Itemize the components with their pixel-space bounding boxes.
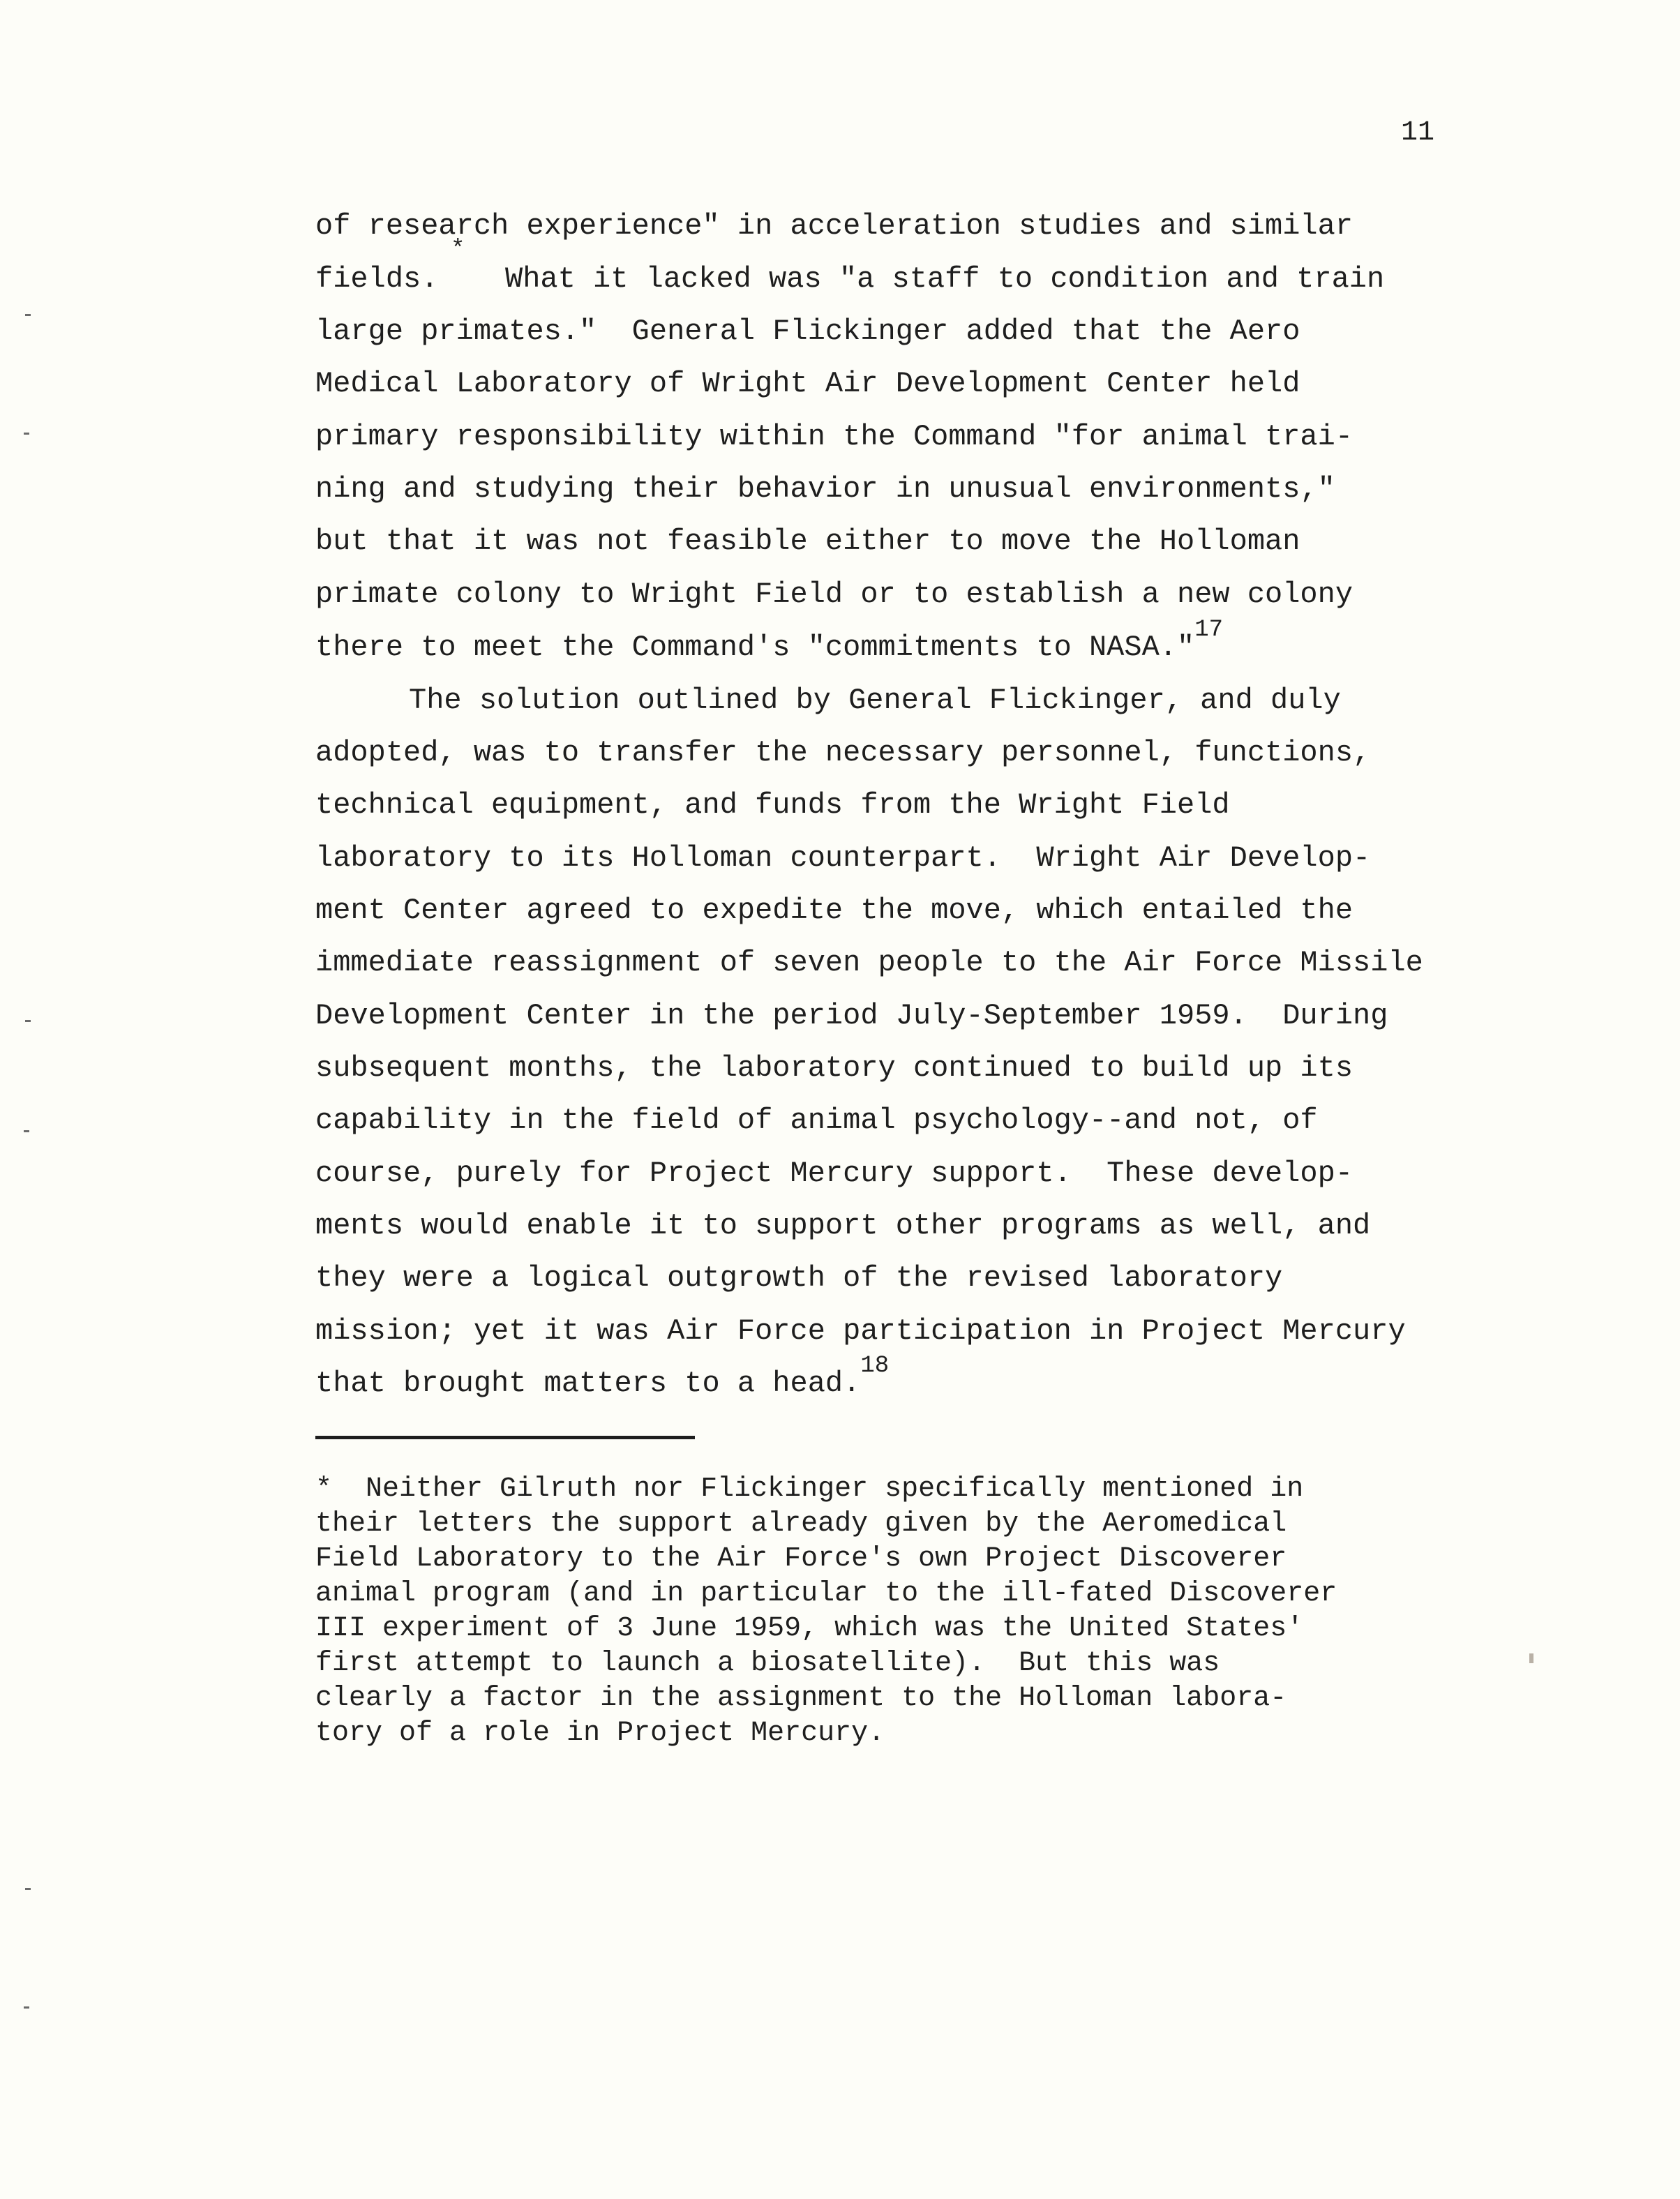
margin-mark [24,1130,29,1132]
paragraph-2-line-7: Development Center in the period July-September 1959. During [315,999,1388,1033]
margin-mark [24,433,29,435]
paragraph-1-line-3: large primates." General Flickinger added that the Aero [315,315,1300,348]
paragraph-2-line-4: laboratory to its Holloman counterpart. Wright Air Develop- [315,841,1371,875]
margin-mark [25,314,31,316]
footnote-line-4: animal program (and in particular to the ill-fated Discoverer [315,1578,1337,1609]
paragraph-2-line-1: The solution outlined by General Flickinger, and duly [409,684,1341,717]
paragraph-2-line-14-text: that brought matters to a head. [315,1367,861,1400]
paragraph-1-line-4: Medical Laboratory of Wright Air Development Center held [315,367,1300,400]
margin-mark [24,2006,29,2009]
paragraph-2-line-6: immediate reassignment of seven people to the Air Force Missile [315,946,1423,980]
paragraph-2-line-12: they were a logical outgrowth of the revised laboratory [315,1261,1283,1295]
footnote-line-3: Field Laboratory to the Air Force's own Project Discoverer [315,1543,1287,1575]
paragraph-2-line-9: capability in the field of animal psychology--and not, of [315,1104,1318,1137]
paragraph-1-line-2a: fields. [315,262,439,296]
footnote-reference-marker: * [451,237,465,263]
footnote-line-6: first attempt to launch a biosatellite). But this was [315,1648,1220,1679]
paragraph-1-line-5: primary responsibility within the Command "for animal trai- [315,420,1353,453]
paragraph-1-line-9-text: there to meet the Command's "commitments to NASA." [315,631,1195,664]
paragraph-2-line-2: adopted, was to transfer the necessary personnel, functions, [315,736,1371,770]
paragraph-1-line-1: of research experience" in acceleration studies and similar [315,209,1353,243]
footnote-line-7: clearly a factor in the assignment to the Holloman labora- [315,1683,1287,1714]
paragraph-1-line-2b: What it lacked was "a staff to condition and train [505,262,1385,296]
footnote-line-5: III experiment of 3 June 1959, which was the United States' [315,1613,1304,1644]
footnote-line-8: tory of a role in Project Mercury. [315,1718,885,1749]
footnote-line-1: * Neither Gilruth nor Flickinger specifically mentioned in [315,1473,1304,1505]
footnote-line-2: their letters the support already given by the Aeromedical [315,1508,1287,1540]
paragraph-1-line-7: but that it was not feasible either to move the Holloman [315,525,1300,558]
paragraph-2-line-11: ments would enable it to support other programs as well, and [315,1209,1371,1243]
paragraph-1-line-9 [315,617,1224,669]
paragraph-2-line-13: mission; yet it was Air Force participation in Project Mercury [315,1314,1406,1348]
paragraph-1-line-8: primate colony to Wright Field or to establish a new colony [315,578,1353,611]
paragraph-2-line-3: technical equipment, and funds from the Wright Field [315,788,1230,822]
citation-18: 18 [860,1353,890,1379]
citation-17: 17 [1194,617,1224,643]
margin-mark [1529,1653,1533,1663]
margin-mark [25,1020,31,1022]
paragraph-2-line-10: course, purely for Project Mercury support. These develop- [315,1157,1353,1190]
paragraph-2-line-14 [315,1353,890,1405]
margin-mark [25,1888,31,1890]
paragraph-1-line-6: ning and studying their behavior in unusual environments," [315,472,1335,506]
page-number: 11 [1401,117,1435,149]
paragraph-2-line-8: subsequent months, the laboratory continued to build up its [315,1051,1353,1085]
footnote-separator-rule [315,1436,695,1439]
paragraph-2-line-5: ment Center agreed to expedite the move, which entailed the [315,894,1353,927]
